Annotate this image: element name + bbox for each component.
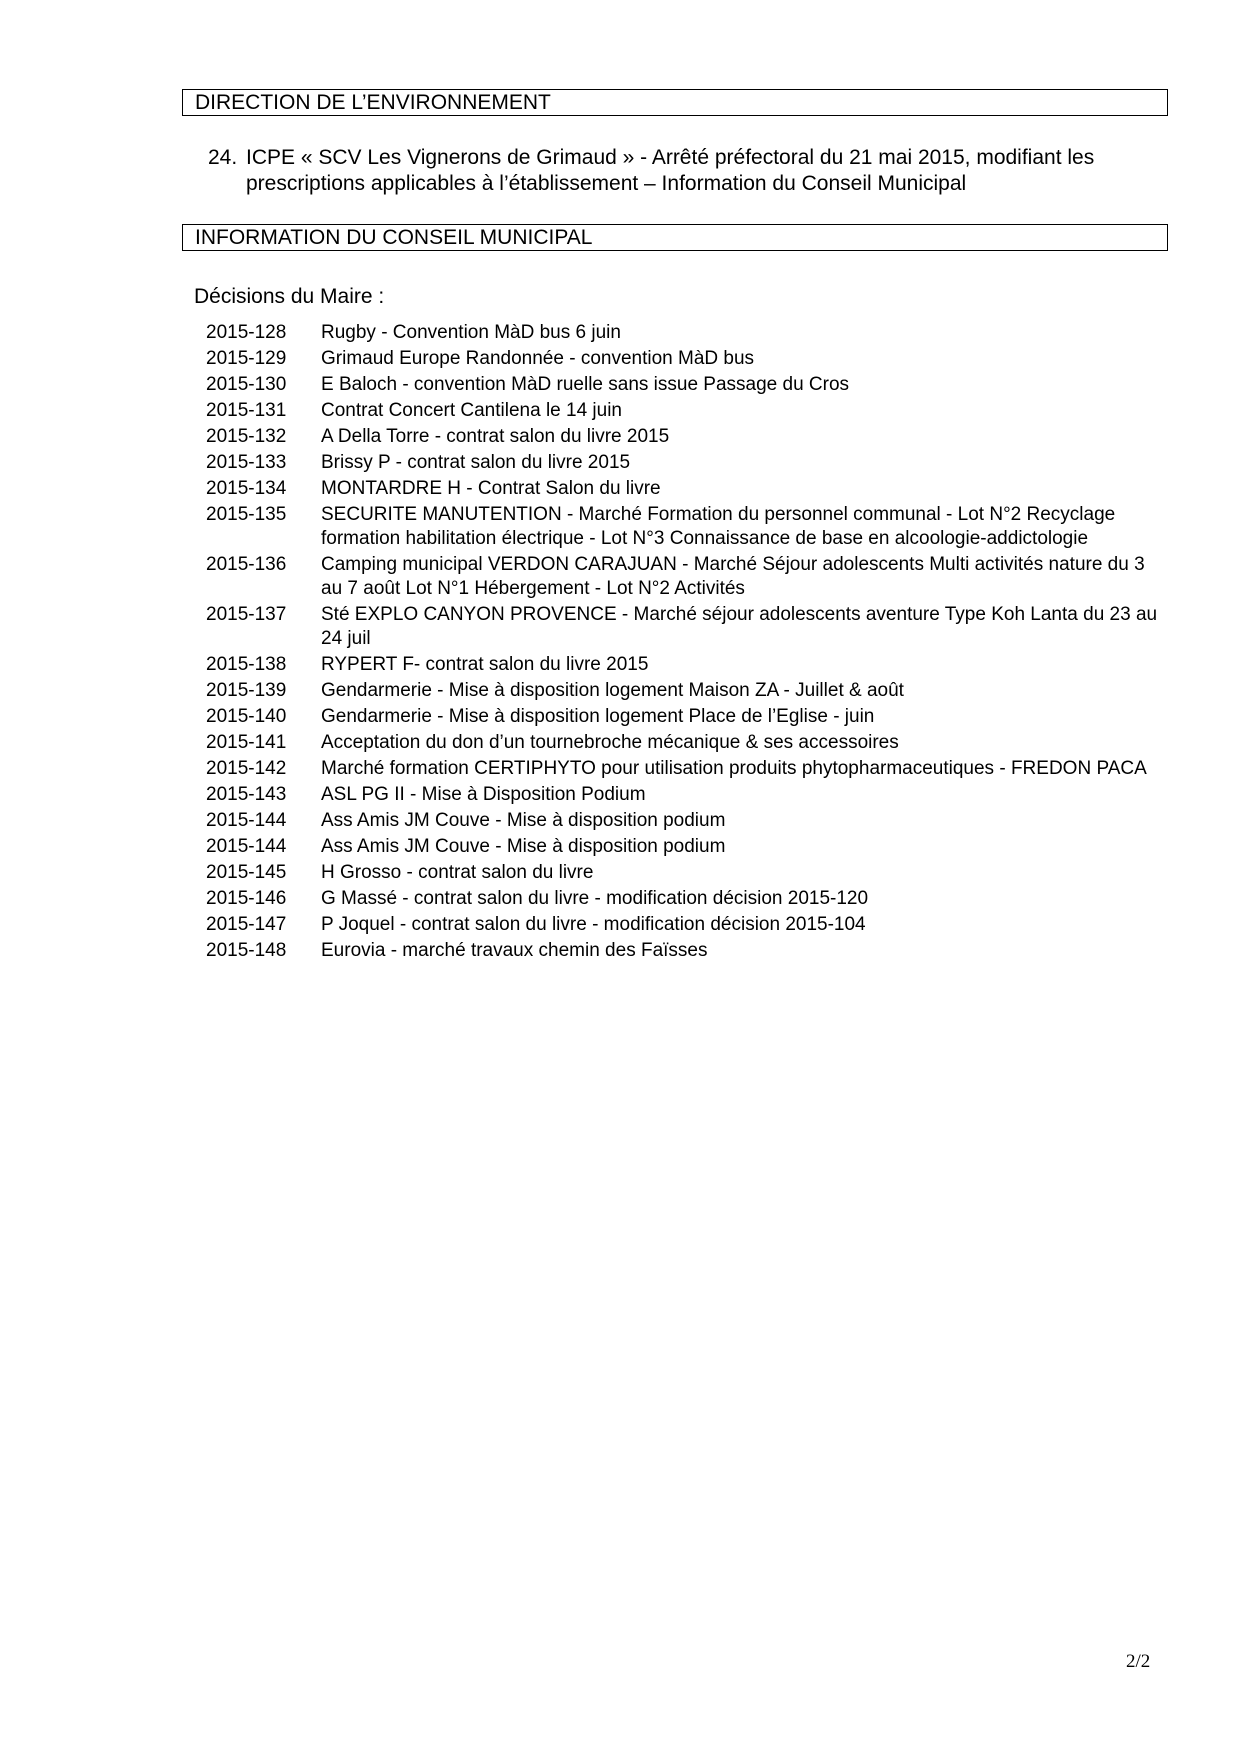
decision-code: 2015-132 bbox=[206, 426, 287, 447]
decision-code: 2015-133 bbox=[206, 452, 287, 473]
agenda-item-24 bbox=[208, 145, 1168, 197]
decision-row bbox=[206, 399, 1166, 423]
decision-text: A Della Torre - contrat salon du livre 2015 bbox=[321, 426, 670, 447]
decision-row bbox=[206, 477, 1166, 501]
decision-code: 2015-148 bbox=[206, 940, 287, 961]
decision-text: G Massé - contrat salon du livre - modification décision 2015-120 bbox=[321, 888, 869, 909]
decision-row bbox=[206, 731, 1166, 755]
decision-code: 2015-138 bbox=[206, 654, 287, 675]
decision-code: 2015-131 bbox=[206, 400, 287, 421]
decisions-list bbox=[206, 321, 1166, 965]
decision-code: 2015-134 bbox=[206, 478, 287, 499]
decision-row bbox=[206, 679, 1166, 703]
decision-code: 2015-144 bbox=[206, 810, 287, 831]
decision-row bbox=[206, 887, 1166, 911]
section-header-environment: DIRECTION DE L’ENVIRONNEMENT bbox=[182, 89, 1168, 116]
decision-row bbox=[206, 347, 1166, 371]
decision-row bbox=[206, 757, 1166, 781]
decision-text: Eurovia - marché travaux chemin des Faïsses bbox=[321, 940, 708, 961]
decision-text: Marché formation CERTIPHYTO pour utilisation produits phytopharmaceutiques - FREDON PACA bbox=[321, 758, 1147, 779]
decision-code: 2015-140 bbox=[206, 706, 287, 727]
decision-text: Ass Amis JM Couve - Mise à disposition podium bbox=[321, 836, 726, 857]
decision-row bbox=[206, 705, 1166, 729]
decisions-title: Décisions du Maire : bbox=[194, 285, 385, 308]
decision-code: 2015-128 bbox=[206, 322, 287, 343]
decision-text: Gendarmerie - Mise à disposition logement Maison ZA - Juillet & août bbox=[321, 680, 904, 701]
decision-text: Acceptation du don d’un tournebroche mécanique & ses accessoires bbox=[321, 732, 899, 753]
agenda-item-number: 24. bbox=[208, 146, 238, 169]
decision-text: RYPERT F- contrat salon du livre 2015 bbox=[321, 654, 649, 675]
decision-text: SECURITE MANUTENTION - Marché Formation du personnel communal - Lot N°2 Recyclage formation habilitation électrique - Lot N°3 Connaissance de base en alcoologie-addictologie bbox=[321, 504, 1116, 549]
decision-text: P Joquel - contrat salon du livre - modification décision 2015-104 bbox=[321, 914, 866, 935]
decision-code: 2015-135 bbox=[206, 504, 287, 525]
decision-row bbox=[206, 861, 1166, 885]
decision-code: 2015-137 bbox=[206, 604, 287, 625]
decision-text: Ass Amis JM Couve - Mise à disposition podium bbox=[321, 810, 726, 831]
section-header-council-information: INFORMATION DU CONSEIL MUNICIPAL bbox=[182, 224, 1168, 251]
decision-row bbox=[206, 809, 1166, 833]
decision-code: 2015-130 bbox=[206, 374, 287, 395]
decision-code: 2015-142 bbox=[206, 758, 287, 779]
decision-text: Rugby - Convention MàD bus 6 juin bbox=[321, 322, 621, 343]
decision-row bbox=[206, 373, 1166, 397]
decision-row bbox=[206, 835, 1166, 859]
decision-row bbox=[206, 653, 1166, 677]
decision-row bbox=[206, 553, 1166, 601]
decision-text: Brissy P - contrat salon du livre 2015 bbox=[321, 452, 631, 473]
decision-text: Camping municipal VERDON CARAJUAN - Marché Séjour adolescents Multi activités nature du 3 au 7 août Lot N°1 Hébergement - Lot N°2 Activités bbox=[321, 554, 1145, 599]
decision-code: 2015-141 bbox=[206, 732, 287, 753]
decision-text: Gendarmerie - Mise à disposition logement Place de l’Eglise - juin bbox=[321, 706, 875, 727]
decision-text: ASL PG II - Mise à Disposition Podium bbox=[321, 784, 646, 805]
decision-row bbox=[206, 321, 1166, 345]
decision-code: 2015-146 bbox=[206, 888, 287, 909]
decision-code: 2015-144 bbox=[206, 836, 287, 857]
decision-row bbox=[206, 603, 1166, 651]
decision-code: 2015-143 bbox=[206, 784, 287, 805]
decision-code: 2015-129 bbox=[206, 348, 287, 369]
decision-row bbox=[206, 451, 1166, 475]
decision-code: 2015-136 bbox=[206, 554, 287, 575]
decision-row bbox=[206, 913, 1166, 937]
agenda-item-text: ICPE « SCV Les Vignerons de Grimaud » - Arrêté préfectoral du 21 mai 2015, modifiant les prescriptions applicables à l’établissement – Information du Conseil Municipal bbox=[246, 146, 1095, 195]
decision-text: E Baloch - convention MàD ruelle sans issue Passage du Cros bbox=[321, 374, 850, 395]
decision-code: 2015-147 bbox=[206, 914, 287, 935]
decision-row bbox=[206, 783, 1166, 807]
decision-row bbox=[206, 939, 1166, 963]
decision-code: 2015-139 bbox=[206, 680, 287, 701]
decision-row bbox=[206, 425, 1166, 449]
decision-code: 2015-145 bbox=[206, 862, 287, 883]
decision-row bbox=[206, 503, 1166, 551]
decision-text: MONTARDRE H - Contrat Salon du livre bbox=[321, 478, 661, 499]
decision-text: Contrat Concert Cantilena le 14 juin bbox=[321, 400, 623, 421]
decision-text: Grimaud Europe Randonnée - convention MàD bus bbox=[321, 348, 755, 369]
decision-text: H Grosso - contrat salon du livre bbox=[321, 862, 594, 883]
page-number: 2/2 bbox=[1126, 1651, 1151, 1672]
decision-text: Sté EXPLO CANYON PROVENCE - Marché séjour adolescents aventure Type Koh Lanta du 23 au 24 juil bbox=[321, 604, 1158, 649]
